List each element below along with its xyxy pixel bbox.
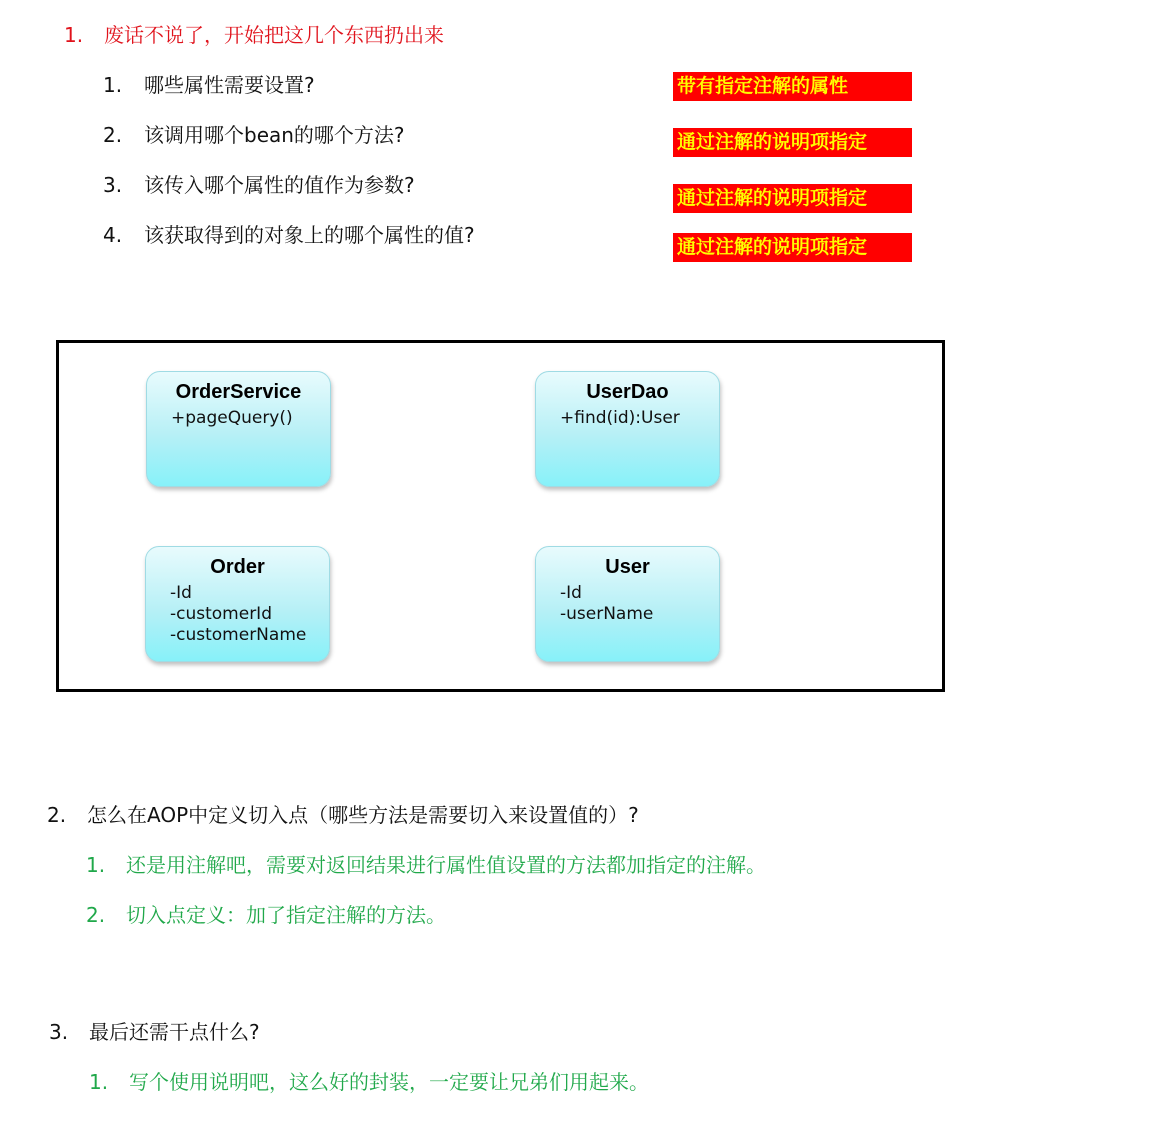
question-4-answer-tag: 通过注解的说明项指定: [673, 233, 912, 262]
section2-item-2: [86, 902, 506, 928]
question-1-number: 1.: [103, 73, 123, 97]
section3-heading: [49, 1019, 349, 1045]
section1-heading: [64, 22, 484, 48]
class-members: [171, 408, 293, 429]
class-member: +find(id):User: [560, 408, 680, 428]
question-3: [103, 172, 503, 198]
section2-item-2-text: 切入点定义：加了指定注解的方法。: [126, 903, 446, 927]
section3-number: 3.: [49, 1020, 69, 1044]
class-members: [560, 583, 653, 625]
class-member: -Id: [560, 583, 582, 603]
class-member: -customerName: [170, 625, 307, 645]
class-member: +pageQuery(): [171, 408, 293, 428]
section3-item-1-number: 1.: [89, 1070, 109, 1094]
question-2-answer-tag: 通过注解的说明项指定: [673, 128, 912, 157]
class-members: [170, 583, 306, 646]
question-2-number: 2.: [103, 123, 123, 147]
class-box-orderservice: [146, 371, 331, 487]
question-4-text: 该获取得到的对象上的哪个属性的值?: [144, 223, 475, 247]
question-4: [103, 222, 523, 248]
class-box-order: [145, 546, 330, 662]
section2-heading: [47, 802, 687, 828]
section3-item-1-text: 写个使用说明吧，这么好的封装，一定要让兄弟们用起来。: [129, 1070, 649, 1094]
question-4-number: 4.: [103, 223, 123, 247]
class-box-userdao: [535, 371, 720, 487]
section2-item-1-text: 还是用注解吧，需要对返回结果进行属性值设置的方法都加指定的注解。: [126, 853, 766, 877]
class-name: Order: [210, 556, 265, 578]
question-1-text: 哪些属性需要设置?: [144, 73, 315, 97]
question-2-text: 该调用哪个bean的哪个方法?: [144, 123, 405, 147]
class-diagram-frame: [56, 340, 945, 692]
class-name: OrderService: [175, 381, 302, 403]
section2-number: 2.: [47, 803, 67, 827]
section2-item-1: [86, 852, 806, 878]
section3-title: 最后还需干点什么?: [89, 1020, 260, 1044]
question-3-text: 该传入哪个属性的值作为参数?: [144, 173, 415, 197]
section2-title: 怎么在AOP中定义切入点（哪些方法是需要切入来设置值的）?: [87, 803, 639, 827]
question-1: [103, 72, 503, 98]
section1-number: 1.: [64, 23, 84, 47]
section1-title: 废话不说了，开始把这几个东西扔出来: [104, 23, 444, 47]
question-1-answer-tag: 带有指定注解的属性: [673, 72, 912, 101]
class-box-user: [535, 546, 720, 662]
section3-item-1: [89, 1069, 709, 1095]
class-members: [560, 408, 680, 429]
class-name: UserDao: [586, 381, 669, 403]
section2-item-1-number: 1.: [86, 853, 106, 877]
class-member: -userName: [560, 604, 654, 624]
question-3-answer-tag: 通过注解的说明项指定: [673, 184, 912, 213]
class-member: -customerId: [170, 604, 272, 624]
question-2: [103, 122, 503, 148]
class-member: -Id: [170, 583, 192, 603]
section2-item-2-number: 2.: [86, 903, 106, 927]
class-name: User: [605, 556, 650, 578]
question-3-number: 3.: [103, 173, 123, 197]
